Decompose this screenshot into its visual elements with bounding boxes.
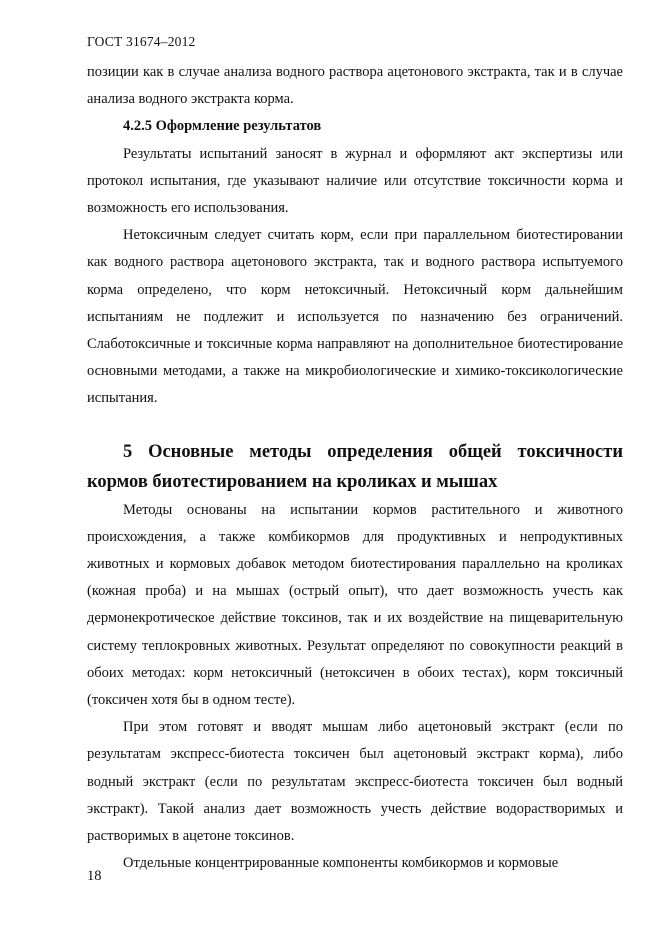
- paragraph-results-record: Результаты испытаний заносят в журнал и оформляют акт экспертизы или протокол испытания, где указывают наличие или отсутствие токсичности корма и возможность его использования.: [87, 145, 623, 217]
- paragraph-extract-injection: При этом готовят и вводят мышам либо ацетоновый экстракт (если по результатам экспресс-биотеста токсичен был ацетоновый экстракт корма), либо водный экстракт (если по результатам экспресс-биотеста токсичен был водный экстракт). Такой анализ дает возможность учесть действие водорастворимых и растворимых в ацетоне токсинов.: [87, 719, 623, 845]
- paragraph-continuation: позиции как в случае анализа водного раствора ацетонового экстракта, так и в случае анализа водного экстракта корма.: [87, 64, 623, 108]
- section-heading: 5 Основные методы определения общей токсичности кормов биотестированием на кроликах и мышах: [87, 441, 623, 492]
- subsection-heading: 4.2.5 Оформление результатов: [123, 118, 322, 135]
- page-number: 18: [87, 868, 102, 884]
- page-body: [87, 59, 623, 877]
- paragraph-nontoxic-criteria: Нетоксичным следует считать корм, если при параллельном биотестировании как водного раствора ацетонового экстракта, так и водного раствора испытуемого корма определено, что корм нетоксичный. Нетоксичный корм дальнейшим испытаниям не подлежит и используется по назначению без ограничений. Слаботоксичные и токсичные корма направляют на дополнительное биотестирование основными методами, а также на микробиологические и химико-токсикологические испытания.: [87, 227, 623, 407]
- paragraph-methods-basis: Методы основаны на испытании кормов растительного и животного происхождения, а также комбикормов для продуктивных и непродуктивных животных и кормовых добавок методом биотестирования параллельно на кроликах (кожная проба) и на мышах (острый опыт), что дает возможность учесть как дермонекротическое действие токсинов, так и их воздействие на пищеварительную систему теплокровных животных. Результат определяют по совокупности реакций в обоих методах: корм нетоксичный (нетоксичен в обоих тестах), корм токсичный (токсичен хотя бы в одном тесте).: [87, 501, 623, 709]
- paragraph-components: Отдельные концентрированные компоненты комбикормов и кормовые: [123, 855, 559, 872]
- document-code-header: ГОСТ 31674–2012: [87, 34, 196, 49]
